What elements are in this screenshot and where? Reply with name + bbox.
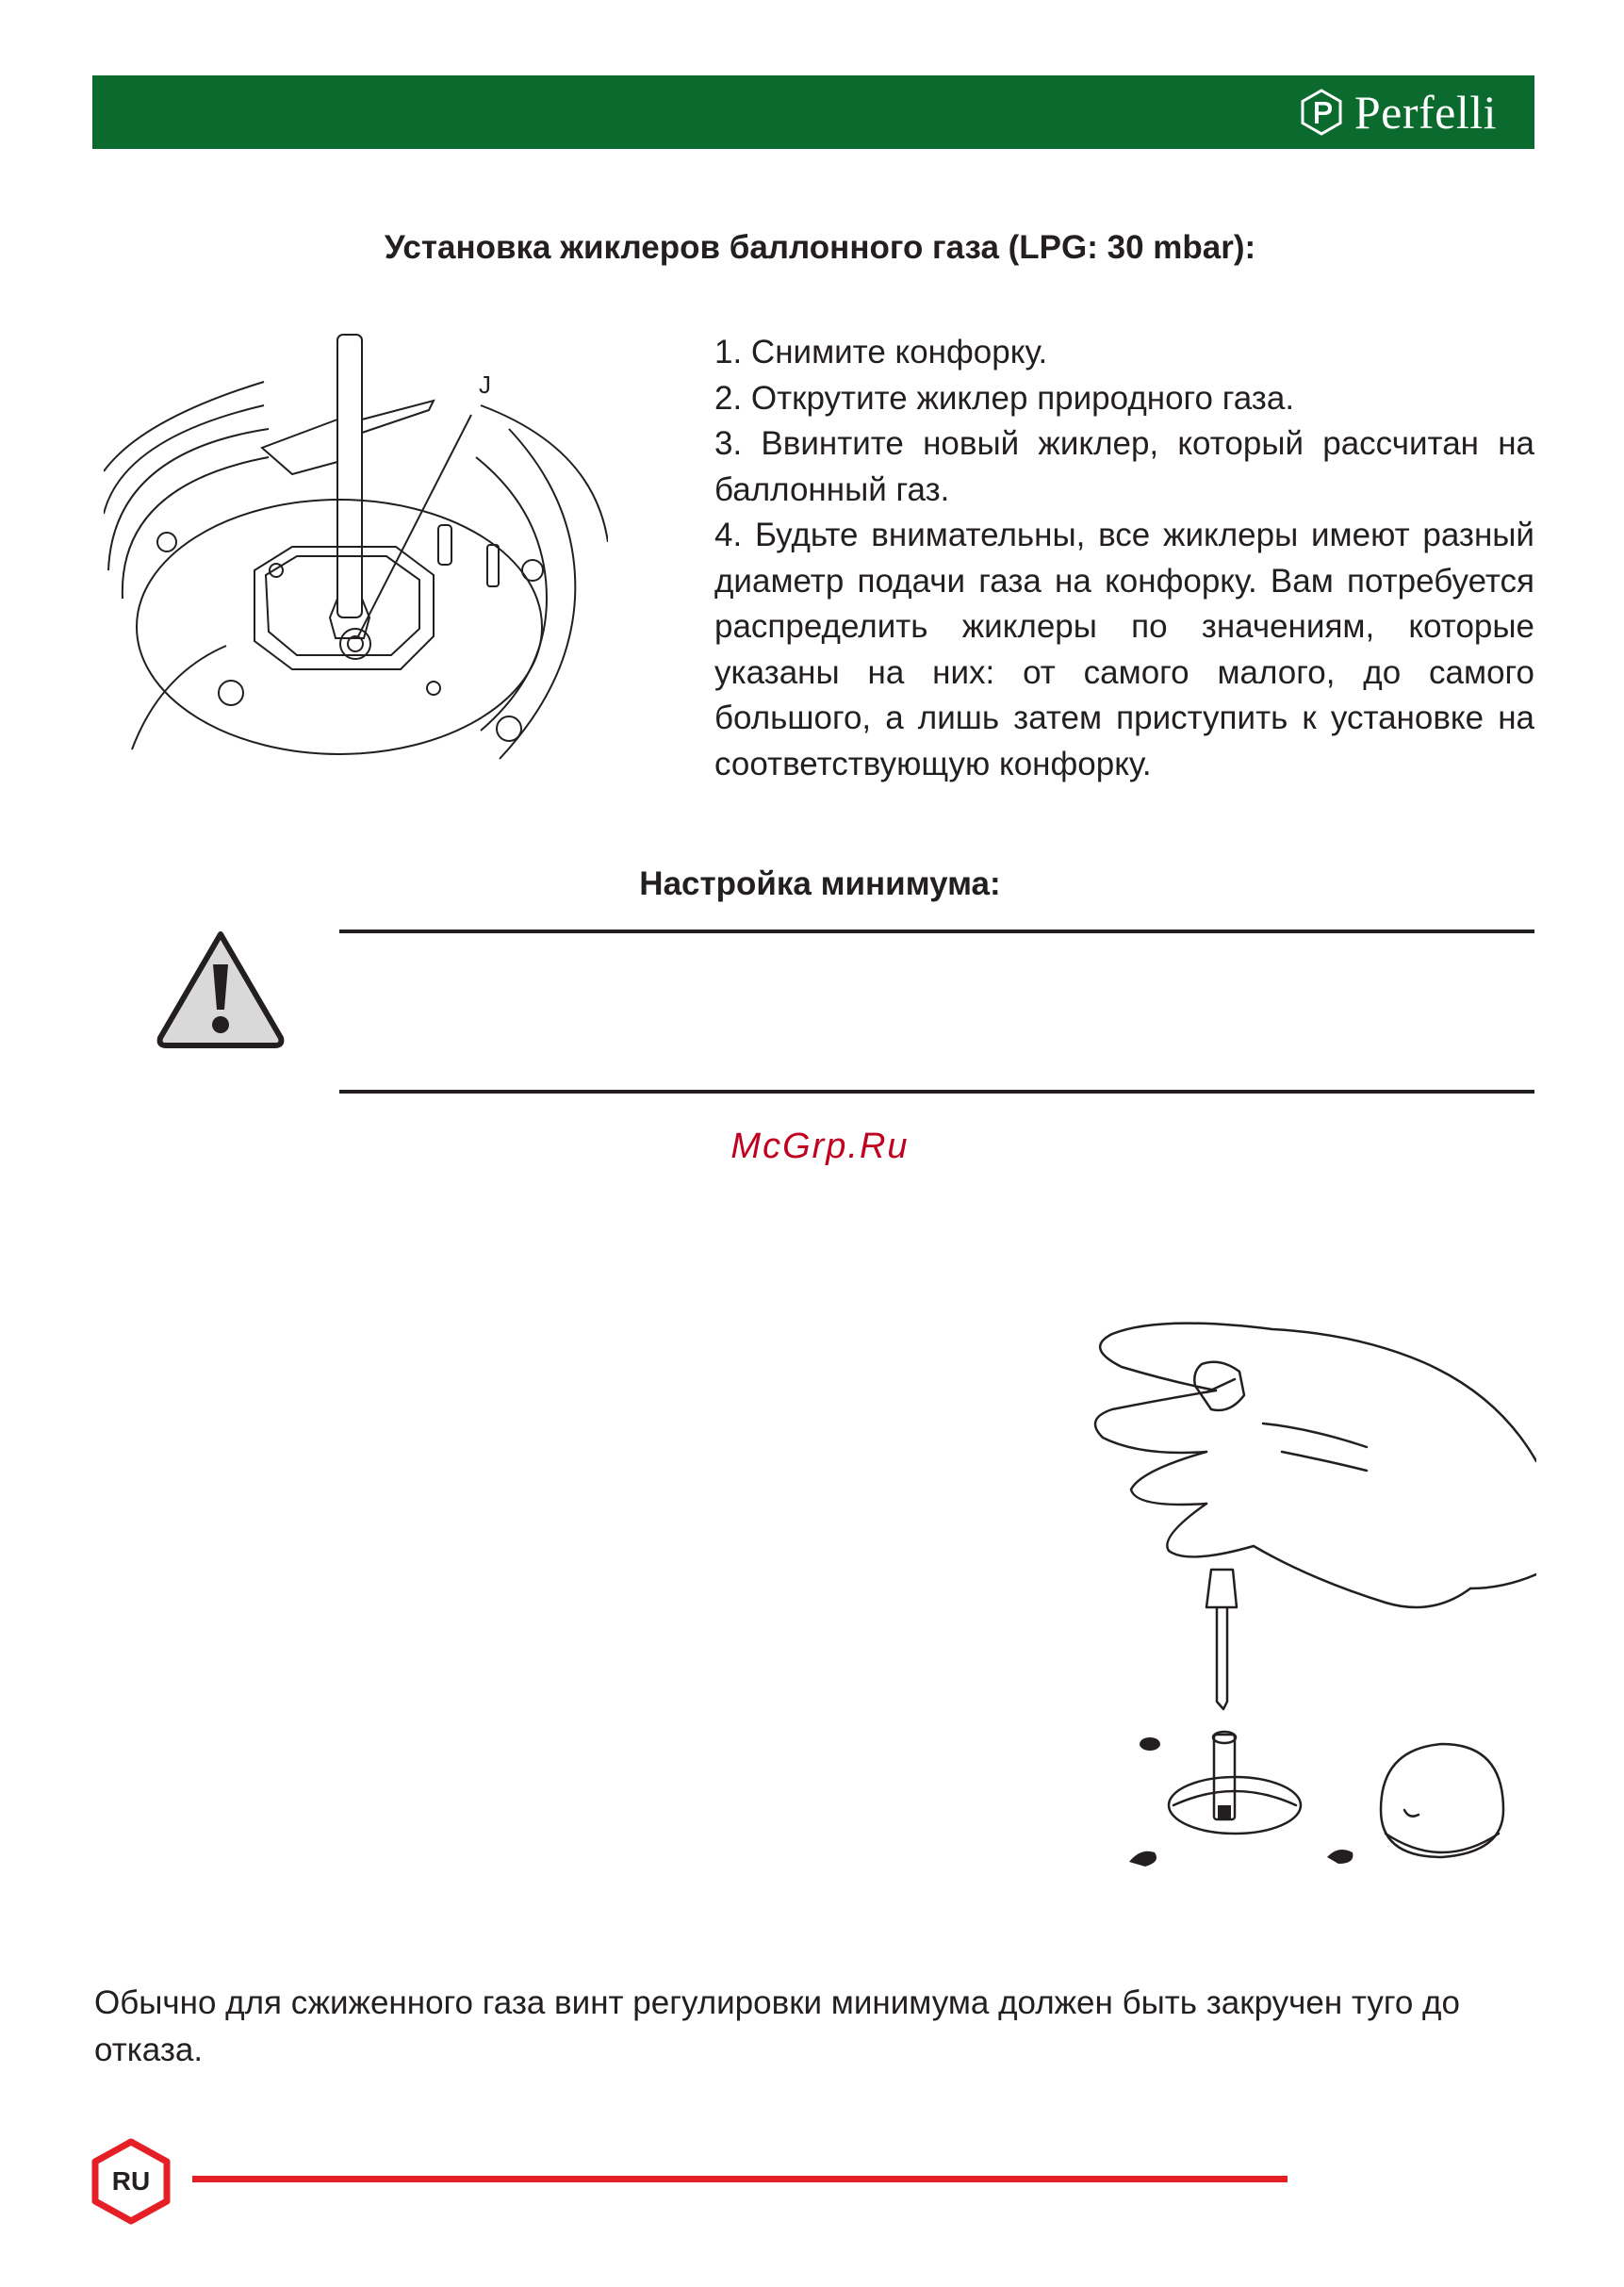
step-item: 2. Открутите жиклер природного газа. [714,379,1295,417]
watermark: McGrp.Ru [730,1127,910,1166]
lpg-minimum-note: Обычно для сжиженного газа винт регулировки минимума должен быть закручен туго до отказа. [94,1984,1460,2068]
step-item: 1. Снимите конфорку. [714,334,1048,370]
step-item: 4. Будьте внимательны, все жиклеры имеют разный диаметр подачи газа на конфорку. Вам потребуется распределить жиклеры по значениям, которые указаны на них: от самого малого, до самого большого, а лишь затем приступить к установке на соответствующую конфорку. [714,517,1534,782]
install-steps-list [714,330,1534,787]
figure-label-j: J [479,370,491,399]
minimum-adjustment-figure [1027,1306,1536,1900]
footer-accent-line [192,2176,1288,2182]
section-title-lpg: Установка жиклеров баллонного газа (LPG: 30 mbar): [384,229,1256,266]
language-badge [91,2138,171,2225]
perfelli-emblem-icon [1298,89,1345,136]
step-item: 3. Ввинтите новый жиклер, который рассчитан на баллонный газ. [714,425,1534,508]
warning-rule-bottom [339,1090,1534,1094]
warning-icon [155,929,287,1051]
header-bar [92,75,1534,149]
section-title-minimum: Настройка минимума: [639,865,1001,902]
jet-installation-figure [104,316,608,787]
brand-name: Perfelli [1353,86,1497,139]
language-badge-label: RU [111,2166,151,2196]
brand-logo [1298,86,1497,139]
warning-rule-top [339,930,1534,933]
